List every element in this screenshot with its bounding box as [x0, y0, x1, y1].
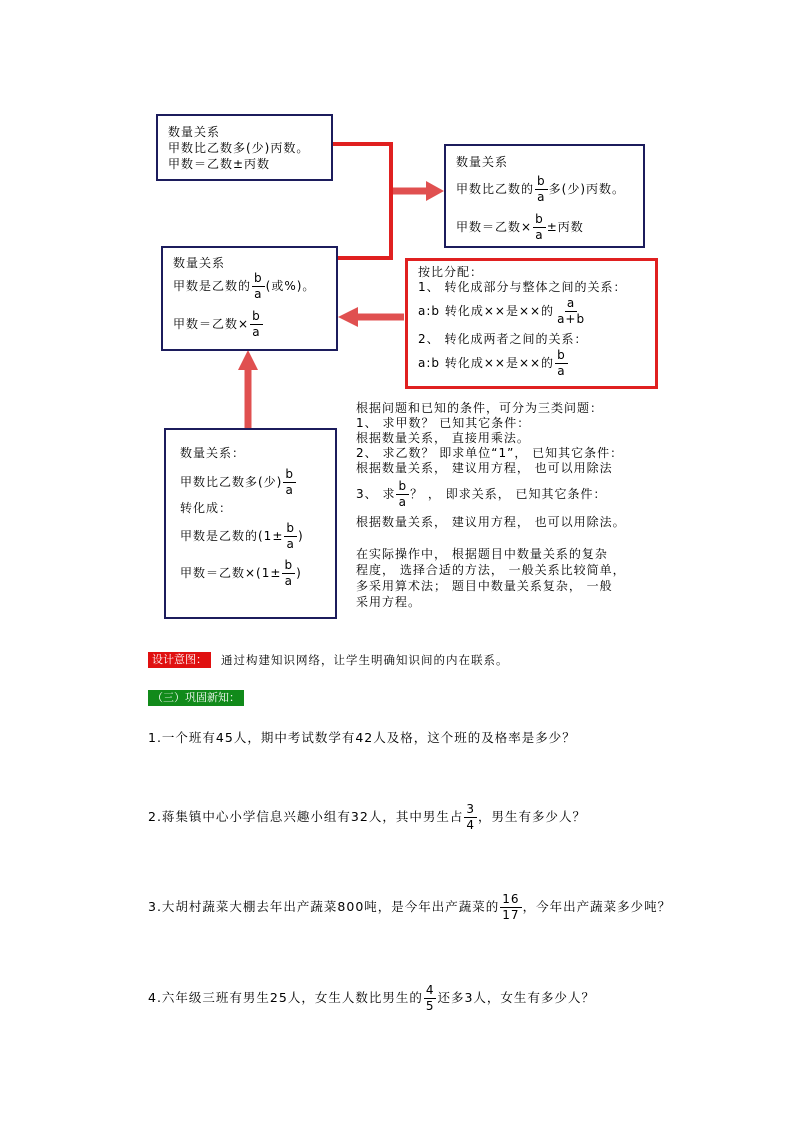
notes-line4: 2、 求乙数？ 即求单位“1”， 已知其它条件： [356, 446, 624, 460]
notes-line6 [356, 480, 607, 509]
fraction-numerator: 4 [425, 983, 435, 997]
box3-title: 数量关系 [173, 256, 226, 270]
box3-line2 [173, 310, 264, 339]
box1-line2: 甲数＝乙数±丙数 [168, 157, 271, 171]
fraction-denominator: 5 [425, 999, 435, 1013]
arrowhead-up [238, 350, 258, 370]
box4-title: 按比分配： [418, 265, 484, 279]
box4-l2-pre: a:b 转化成××是××的 [418, 304, 555, 318]
question-4-pre: 4.六年级三班有男生25人，女生人数比男生的 [148, 990, 423, 1005]
fraction-numerator: 3 [466, 802, 475, 816]
fraction [250, 310, 263, 339]
relation-box-5 [164, 428, 337, 619]
box1-line1: 甲数比乙数多(少)丙数。 [168, 141, 310, 155]
question-3-post: ，今年出产蔬菜多少吨？ [522, 899, 672, 914]
box5-l3-post: ) [298, 529, 304, 543]
fraction-numerator: b [254, 271, 263, 285]
notes-line3: 根据数量关系， 直接用乘法。 [356, 431, 530, 445]
question-3-pre: 3.大胡村蔬菜大棚去年出产蔬菜800吨，是今年出产蔬菜的 [148, 899, 500, 914]
fraction-denominator: a [285, 483, 294, 497]
design-intent-text: 通过构建知识网络，让学生明确知识间的内在联系。 [221, 653, 509, 667]
fraction [282, 559, 295, 588]
fraction-denominator: a [398, 495, 407, 509]
relation-box-3 [161, 246, 338, 351]
notes-line5: 根据数量关系， 建议用方程， 也可以用除法 [356, 461, 613, 475]
box5-title: 数量关系： [180, 446, 246, 460]
question-2-pre: 2.蒋集镇中心小学信息兴趣小组有32人，其中男生占 [148, 809, 464, 824]
box5-l4-pre: 甲数＝乙数×(1± [180, 566, 282, 580]
notes-l6-pre: 3、 求 [356, 487, 396, 501]
box5-line2: 转化成： [180, 501, 233, 515]
box2-line2 [456, 213, 584, 242]
box3-line1 [173, 272, 315, 301]
fraction-numerator: b [557, 348, 566, 362]
fraction-denominator: a [557, 364, 566, 378]
section-header-tag: （三）巩固新知： [148, 690, 244, 706]
fraction-denominator: a [284, 574, 293, 588]
question-2 [148, 803, 586, 832]
fraction-numerator: b [286, 521, 295, 535]
design-intent-tag: 设计意图： [148, 652, 211, 668]
box3-l1-post: (或%)。 [265, 279, 316, 293]
fraction [424, 984, 437, 1013]
fraction-numerator: b [252, 309, 261, 323]
fraction-denominator: a [535, 228, 544, 242]
box2-line1 [456, 175, 625, 204]
question-3 [148, 893, 671, 922]
box5-l4-post: ) [296, 566, 302, 580]
fraction [535, 175, 548, 204]
box5-line4 [180, 559, 302, 588]
fraction-numerator: b [537, 174, 546, 188]
notes-para3: 多采用算术法； 题目中数量关系复杂， 一般 [356, 579, 613, 593]
fraction [284, 522, 297, 551]
box2-l1-pre: 甲数比乙数的 [456, 182, 535, 196]
connector-box1-box3 [332, 144, 391, 258]
box2-l1-post: 多(少)丙数。 [548, 182, 626, 196]
fraction-denominator: a [252, 325, 261, 339]
notes-para2: 程度， 选择合适的方法， 一般关系比较简单， [356, 563, 626, 577]
notes-line1: 根据问题和已知的条件，可分为三类问题： [356, 401, 604, 415]
arrowhead-left [338, 307, 358, 327]
box5-line1 [180, 468, 297, 497]
relation-box-1 [156, 114, 333, 181]
fraction-denominator: a [286, 537, 295, 551]
question-2-post: ，男生有多少人？ [477, 809, 586, 824]
fraction-numerator: b [285, 467, 294, 481]
ratio-distribution-box [405, 258, 658, 389]
box4-line1: 1、 转化成部分与整体之间的关系： [418, 280, 627, 294]
box4-line3: 2、 转化成两者之间的关系： [418, 332, 588, 346]
fraction-numerator: b [284, 558, 294, 572]
box2-l2-post: ±丙数 [546, 220, 584, 234]
fraction [555, 349, 568, 378]
fraction [555, 297, 587, 326]
fraction-denominator: 17 [502, 908, 520, 922]
fraction [283, 468, 296, 497]
notes-para1: 在实际操作中， 根据题目中数量关系的复杂 [356, 547, 608, 561]
fraction-denominator: a+b [557, 312, 586, 326]
box5-l1-pre: 甲数比乙数多(少) [180, 475, 283, 489]
notes-line7: 根据数量关系， 建议用方程， 也可以用除法。 [356, 515, 626, 529]
box4-line4 [418, 349, 569, 378]
box4-line2 [418, 297, 588, 326]
box3-l1-pre: 甲数是乙数的 [173, 279, 252, 293]
notes-l6-post: ？ ， 即求关系， 已知其它条件： [410, 487, 607, 501]
fraction-numerator: a [566, 296, 576, 310]
box2-title: 数量关系 [456, 155, 509, 169]
fraction-numerator: b [398, 479, 408, 493]
fraction-denominator: a [537, 190, 546, 204]
fraction-denominator: 4 [466, 818, 475, 832]
fraction [500, 893, 521, 922]
fraction [396, 480, 409, 509]
arrowhead-right [426, 181, 444, 201]
box4-l4-pre: a:b 转化成××是××的 [418, 356, 555, 370]
box2-l2-pre: 甲数＝乙数× [456, 220, 533, 234]
fraction-numerator: b [535, 212, 544, 226]
fraction-numerator: 16 [502, 892, 520, 906]
fraction-denominator: a [254, 287, 263, 301]
question-1: 1.一个班有45人，期中考试数学有42人及格，这个班的及格率是多少？ [148, 730, 576, 745]
fraction [464, 803, 477, 832]
box5-line3 [180, 522, 304, 551]
notes-line2: 1、 求甲数？ 已知其它条件： [356, 416, 531, 430]
box3-l2-pre: 甲数＝乙数× [173, 317, 250, 331]
question-4-post: 还多3人，女生有多少人？ [437, 990, 595, 1005]
box5-l3-pre: 甲数是乙数的(1± [180, 529, 284, 543]
fraction [533, 213, 546, 242]
notes-para4: 采用方程。 [356, 595, 422, 609]
fraction [252, 272, 265, 301]
relation-box-2 [444, 144, 645, 248]
question-4 [148, 984, 595, 1013]
box1-title: 数量关系 [168, 125, 221, 139]
